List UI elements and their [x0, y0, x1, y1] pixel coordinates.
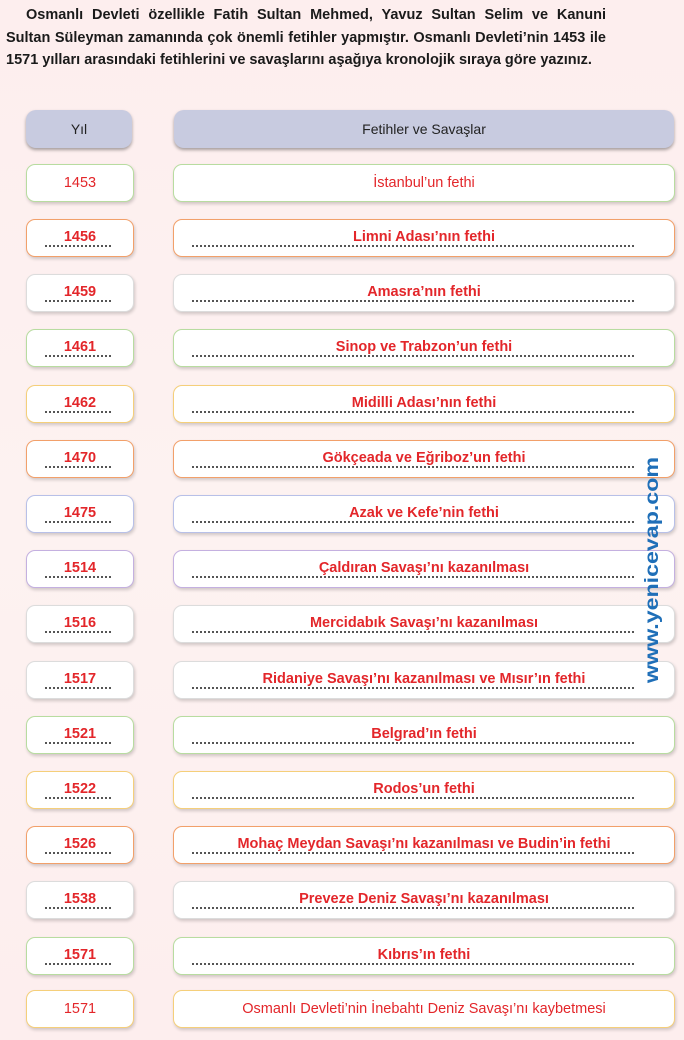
- year-value: 1453: [63, 175, 97, 191]
- event-answer: Rodos’un fethi: [373, 781, 475, 797]
- answer-dotted-line: [192, 687, 634, 689]
- answer-dotted-line: [192, 300, 634, 302]
- event-answer: Midilli Adası’nın fethi: [351, 395, 497, 411]
- answer-dotted-line: [45, 963, 111, 965]
- event-answer: Preveze Deniz Savaşı’nı kazanılması: [299, 891, 549, 907]
- year-cell: [26, 385, 134, 423]
- year-cell: [26, 495, 134, 533]
- table-row: [0, 495, 684, 533]
- table-row: [0, 219, 684, 257]
- year-answer: 1571: [63, 947, 97, 963]
- year-cell: [26, 881, 134, 919]
- year-answer: 1516: [63, 615, 97, 631]
- event-cell: [173, 495, 675, 533]
- event-answer: Limni Adası’nın fethi: [352, 229, 496, 245]
- instructions-text: Osmanlı Devleti özellikle Fatih Sultan Mehmed, Yavuz Sultan Selim ve Kanuni Sultan Süleyman zamanında çok önemli fetihler yapmıştır. Osmanlı Devleti’nin 1453 ile 1571 yılları arasındaki fetihlerini ve savaşlarını aşağıya kronolojik sıraya göre yazınız.: [6, 7, 606, 68]
- table-row: [0, 385, 684, 423]
- table-row: [0, 771, 684, 809]
- answer-dotted-line: [192, 576, 634, 578]
- header-year: Yıl: [26, 110, 132, 148]
- year-cell: [26, 826, 134, 864]
- table-row: [0, 716, 684, 754]
- event-cell: [173, 826, 675, 864]
- answer-dotted-line: [45, 355, 111, 357]
- table-row: [0, 937, 684, 975]
- event-cell: [173, 219, 675, 257]
- event-answer: Belgrad’ın fethi: [371, 726, 477, 742]
- answer-dotted-line: [45, 852, 111, 854]
- year-cell: [26, 605, 134, 643]
- event-answer: Gökçeada ve Eğriboz’un fethi: [322, 450, 526, 466]
- event-value: İstanbul’un fethi: [373, 175, 475, 191]
- table-row: [0, 329, 684, 367]
- year-answer: 1456: [63, 229, 97, 245]
- event-answer: Sinop ve Trabzon’un fethi: [335, 339, 513, 355]
- table-row: [0, 881, 684, 919]
- year-answer: 1517: [63, 671, 97, 687]
- event-cell: [173, 550, 675, 588]
- event-cell: [173, 716, 675, 754]
- answer-dotted-line: [45, 466, 111, 468]
- event-cell: [173, 274, 675, 312]
- event-answer: Ridaniye Savaşı’nı kazanılması ve Mısır’ın fethi: [262, 671, 586, 687]
- year-answer: 1470: [63, 450, 97, 466]
- year-cell: [26, 716, 134, 754]
- answer-dotted-line: [192, 521, 634, 523]
- table-row: [0, 661, 684, 699]
- event-value: Osmanlı Devleti’nin İnebahtı Deniz Savaşı’nı kaybetmesi: [242, 1001, 606, 1017]
- answer-dotted-line: [192, 466, 634, 468]
- answer-dotted-line: [192, 742, 634, 744]
- year-cell: [26, 990, 134, 1028]
- table-row-last: [0, 990, 684, 1028]
- answer-dotted-line: [45, 742, 111, 744]
- event-cell: [173, 990, 675, 1028]
- event-cell: [173, 771, 675, 809]
- year-cell: [26, 440, 134, 478]
- answer-dotted-line: [45, 797, 111, 799]
- year-answer: 1462: [63, 395, 97, 411]
- year-cell: [26, 937, 134, 975]
- table-row-first: [0, 164, 684, 202]
- answer-dotted-line: [45, 907, 111, 909]
- table-row: [0, 605, 684, 643]
- event-cell: [173, 661, 675, 699]
- answer-dotted-line: [45, 576, 111, 578]
- year-answer: 1526: [63, 836, 97, 852]
- answer-dotted-line: [192, 852, 634, 854]
- event-cell: [173, 329, 675, 367]
- year-cell: [26, 219, 134, 257]
- event-cell: [173, 937, 675, 975]
- answer-dotted-line: [45, 411, 111, 413]
- year-answer: 1521: [63, 726, 97, 742]
- answer-dotted-line: [192, 411, 634, 413]
- event-answer: Azak ve Kefe’nin fethi: [349, 505, 499, 521]
- answer-dotted-line: [45, 245, 111, 247]
- event-cell: [173, 881, 675, 919]
- header-events: Fetihler ve Savaşlar: [174, 110, 674, 148]
- year-answer: 1461: [63, 339, 97, 355]
- event-answer: Mohaç Meydan Savaşı’nı kazanılması ve Budin’in fethi: [237, 836, 611, 852]
- answer-dotted-line: [45, 687, 111, 689]
- table-row: [0, 826, 684, 864]
- event-cell: [173, 605, 675, 643]
- year-answer: 1459: [63, 284, 97, 300]
- watermark-text: www.yenicevap.com: [642, 497, 663, 683]
- answer-dotted-line: [192, 631, 634, 633]
- event-cell: [173, 385, 675, 423]
- event-cell: [173, 164, 675, 202]
- answer-dotted-line: [192, 245, 634, 247]
- answer-dotted-line: [45, 521, 111, 523]
- event-answer: Mercidabık Savaşı’nı kazanılması: [309, 615, 539, 631]
- year-cell: [26, 329, 134, 367]
- year-answer: 1522: [63, 781, 97, 797]
- year-cell: [26, 164, 134, 202]
- answer-dotted-line: [192, 963, 634, 965]
- event-answer: Kıbrıs’ın fethi: [377, 947, 471, 963]
- year-value: 1571: [63, 1001, 97, 1017]
- table-row: [0, 440, 684, 478]
- table-row: [0, 274, 684, 312]
- watermark: [640, 455, 664, 685]
- year-answer: 1538: [63, 891, 97, 907]
- event-answer: Çaldıran Savaşı’nı kazanılması: [318, 560, 530, 576]
- year-answer: 1514: [63, 560, 97, 576]
- year-cell: [26, 550, 134, 588]
- year-cell: [26, 771, 134, 809]
- event-cell: [173, 440, 675, 478]
- event-answer: Amasra’nın fethi: [367, 284, 481, 300]
- table-row: [0, 550, 684, 588]
- year-cell: [26, 661, 134, 699]
- year-answer: 1475: [63, 505, 97, 521]
- answer-dotted-line: [192, 355, 634, 357]
- answer-dotted-line: [45, 300, 111, 302]
- year-cell: [26, 274, 134, 312]
- answer-dotted-line: [192, 907, 634, 909]
- answer-dotted-line: [192, 797, 634, 799]
- answer-dotted-line: [45, 631, 111, 633]
